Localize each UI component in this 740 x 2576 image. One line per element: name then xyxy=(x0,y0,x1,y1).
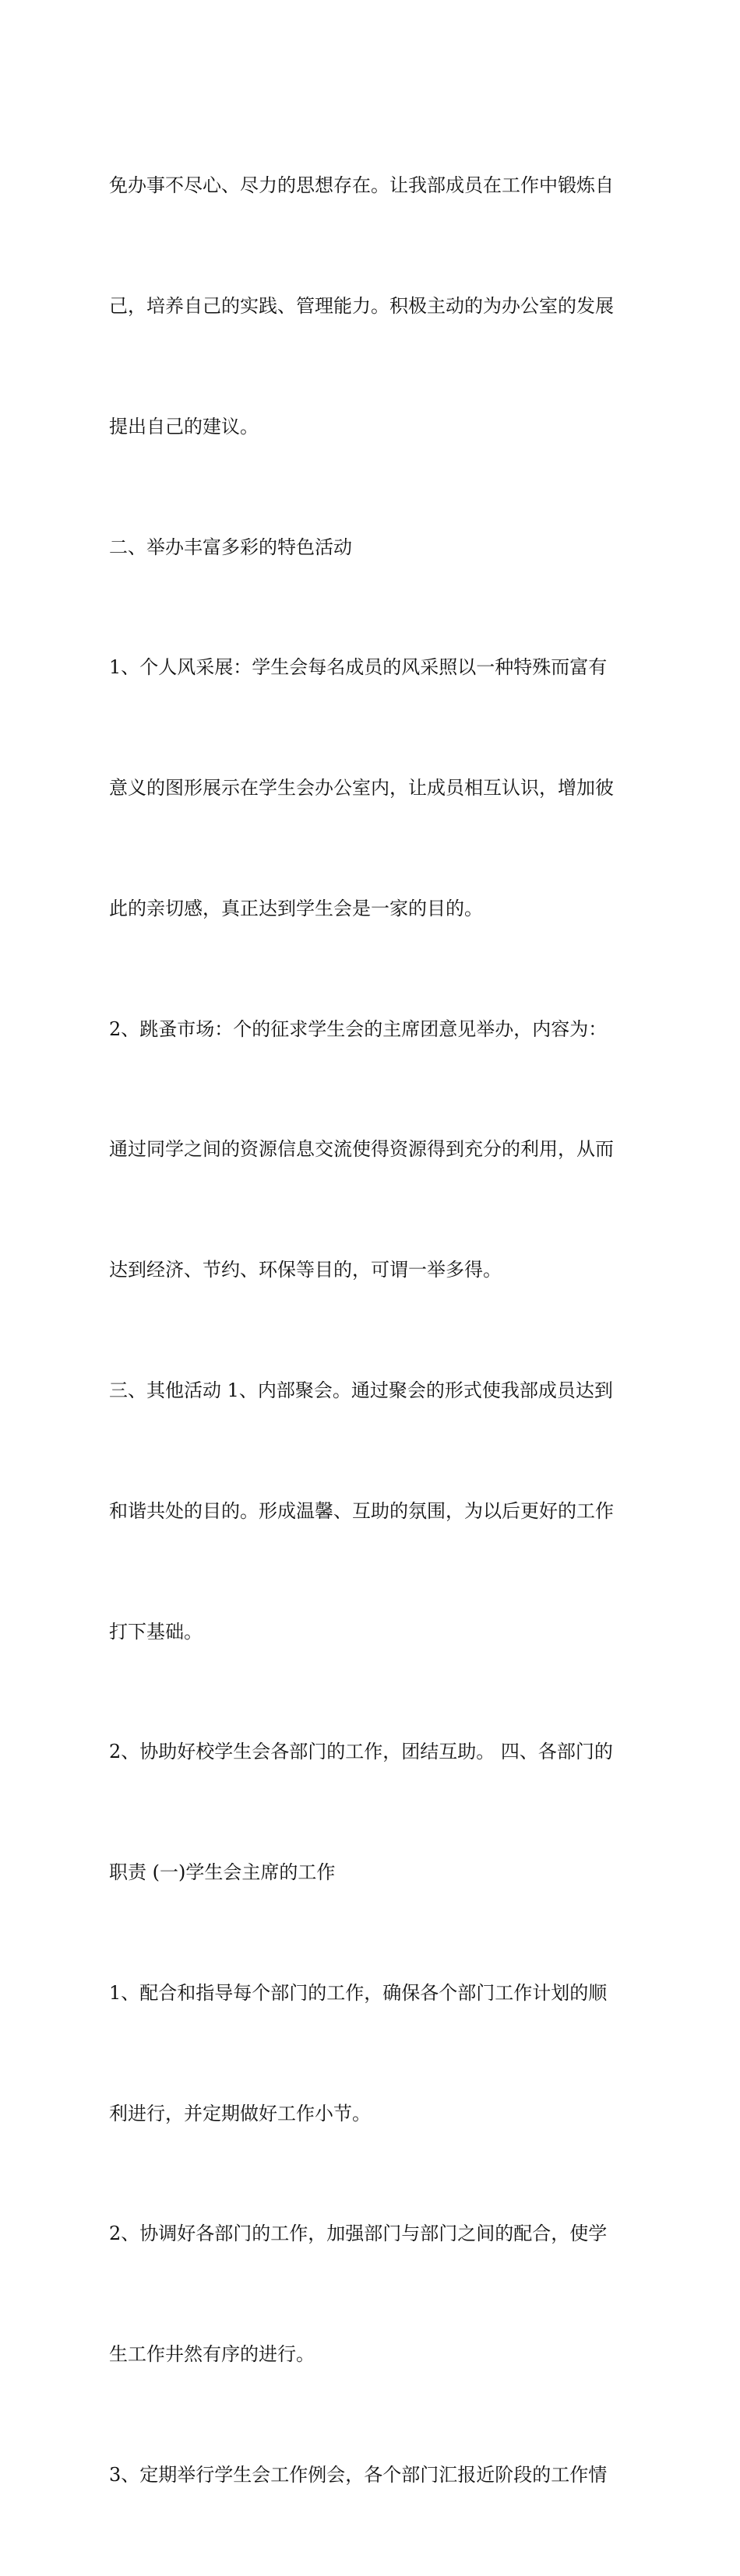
text-line: 1、个人风采展：学生会每名成员的风采照以一种特殊而富有 xyxy=(109,656,608,679)
text-line: 提出自己的建议。 xyxy=(109,415,259,438)
text-line: 免办事不尽心、尽力的思想存在。让我部成员在工作中锻炼自 xyxy=(109,174,614,197)
text-line: 职责 (一)学生会主席的工作 xyxy=(109,1861,336,1884)
text-line: 1、配合和指导每个部门的工作，确保各个部门工作计划的顺 xyxy=(109,1981,608,2004)
document-page xyxy=(109,86,639,2576)
text-line: 和谐共处的目的。形成温馨、互助的氛围，为以后更好的工作 xyxy=(109,1499,614,1522)
section-heading: 二、举办丰富多彩的特色活动 xyxy=(109,536,352,558)
document-body xyxy=(109,86,639,2576)
text-line: 三、其他活动 1、内部聚会。通过聚会的形式使我部成员达到 xyxy=(109,1379,613,1401)
text-line: 2、协调好各部门的工作，加强部门与部门之间的配合，使学 xyxy=(109,2223,608,2245)
text-line: 3、定期举行学生会工作例会，各个部门汇报近阶段的工作情 xyxy=(109,2464,608,2486)
text-line: 达到经济、节约、环保等目的，可谓一举多得。 xyxy=(109,1259,502,1281)
text-line: 此的亲切感，真正达到学生会是一家的目的。 xyxy=(109,897,483,919)
text-line: 利进行，并定期做好工作小节。 xyxy=(109,2102,371,2124)
text-line: 意义的图形展示在学生会办公室内，让成员相互认识，增加彼 xyxy=(109,777,614,800)
text-line: 通过同学之间的资源信息交流使得资源得到充分的利用，从而 xyxy=(109,1138,614,1161)
text-line: 2、跳蚤市场：个的征求学生会的主席团意见举办，内容为： xyxy=(109,1017,608,1040)
text-line: 2、协助好校学生会各部门的工作，团结互助。 四、各部门的 xyxy=(109,1741,613,1763)
text-line: 打下基础。 xyxy=(109,1620,203,1643)
text-line: 己，培养自己的实践、管理能力。积极主动的为办公室的发展 xyxy=(109,294,614,317)
text-line: 生工作井然有序的进行。 xyxy=(109,2343,315,2366)
